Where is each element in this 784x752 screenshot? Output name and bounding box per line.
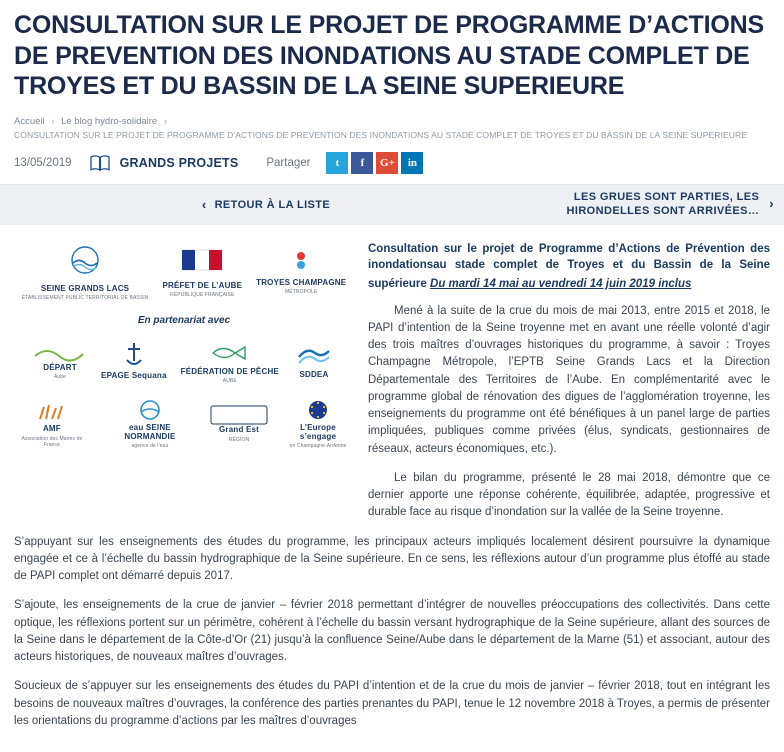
logo-sublabel: RÉGION (228, 436, 250, 443)
logo-sublabel: ÉTABLISSEMENT PUBLIC TERRITORIAL DE BASSIN (21, 294, 149, 301)
logo-seine-grands-lacs (22, 245, 149, 301)
publish-date: 13/05/2019 (14, 156, 72, 169)
chevron-right-icon: › (769, 196, 774, 212)
logo-label: L’Europe s’engage (299, 423, 337, 441)
article-paragraph: S’appuyant sur les enseignements des études du programme, les principaux acteurs impliqués localement désirent poursuivre la dynamique engagée et ce à l’échelle du bassin hydrographique de la Seine supérieure. En ce sens, les réflexions autour d’un programme plus étoffé au stade de PAPI complet ont démarré depuis 2017. (14, 535, 770, 583)
google-plus-icon[interactable]: G+ (376, 152, 398, 174)
logo-depart-aube (33, 342, 87, 380)
logo-row (14, 338, 354, 384)
logo-label: DÉPART (43, 362, 77, 372)
logo-label: EPAGE Sequana (101, 370, 167, 380)
logo-sublabel: agence de l’eau (131, 443, 169, 450)
logo-europe-sengage (282, 398, 354, 449)
logo-epage-sequana (101, 340, 167, 382)
logo-label: eau SEINE NORMANDIE (124, 423, 176, 441)
share-icons (326, 152, 423, 174)
logo-label: SDDEA (299, 369, 329, 379)
logo-row (14, 245, 354, 301)
article-top (0, 225, 784, 534)
facebook-icon[interactable]: f (351, 152, 373, 174)
linkedin-icon[interactable]: in (401, 152, 423, 174)
next-article-label: LES GRUES SONT PARTIES, LES HIRONDELLES SONT ARRIVÉES… (566, 190, 760, 217)
back-to-list-link[interactable] (0, 185, 532, 225)
logo-sublabel: MÉTROPOLE (285, 288, 318, 295)
logo-sublabel: en Champagne-Ardenne (289, 443, 347, 450)
category-label: GRANDS PROJETS (119, 155, 239, 170)
logo-troyes-champagne-metropole (256, 251, 346, 295)
breadcrumb-current: CONSULTATION SUR LE PROJET DE PROGRAMME D’ACTIONS DE PREVENTION DES INONDATIONS AU STADE COMPLET DE TROYES ET DU BASSIN DE LA SEINE SUPERIEURE (14, 129, 748, 140)
twitter-icon[interactable]: t (326, 152, 348, 174)
logo-sublabel: RÉPUBLIQUE FRANÇAISE (170, 291, 235, 298)
logo-label: SEINE GRANDS LACS (40, 283, 130, 293)
logo-sublabel: Aube (53, 374, 67, 381)
chevron-left-icon: ‹ (201, 197, 207, 212)
lede-text: Consultation sur le projet de Programme d’Actions de Prévention des inondationsau stade complet de Troyes et du Bassin de la Seine supérieure (368, 242, 770, 290)
back-to-list-label: RETOUR À LA LISTE (214, 198, 331, 211)
logo-prefet-aube (162, 248, 242, 298)
share-label: Partager (266, 156, 311, 169)
title-block (0, 0, 784, 102)
partner-logos (14, 241, 354, 534)
book-icon (90, 154, 110, 172)
logo-label: Grand Est (218, 425, 260, 435)
article-paragraph: Soucieux de s’appuyer sur les enseignements des études du PAPI d’intention et de la crue du mois de janvier – février 2018, tout en intégrant les besoins de nouveaux maîtres d’ouvrages, la conférence des parties prenantes du PAPI, tenue le 12 novembre 2018 à Troyes, a permis de présenter les orientations du programme d’actions par les maîtres d’ouvrages (14, 680, 770, 727)
logo-label: PRÉFET DE L’AUBE (162, 280, 243, 290)
breadcrumb-separator-icon: › (51, 115, 55, 127)
partners-heading: En partenariat avec (137, 314, 231, 326)
logo-region-grand-est (210, 404, 268, 442)
logo-agence-eau-seine-normandie (104, 398, 196, 449)
page-title: CONSULTATION SUR LE PROJET DE PROGRAMME D’ACTIONS DE PREVENTION DES INONDATIONS AU STADE COMPLET DE TROYES ET DU BASSIN DE LA SEINE SUPERIEURE (14, 11, 764, 100)
logo-label: TROYES CHAMPAGNE (256, 277, 347, 287)
logo-sublabel: AUBE (222, 378, 237, 385)
breadcrumb-link-home[interactable]: Accueil (14, 115, 45, 127)
breadcrumb-link-section[interactable]: Le blog hydro-solidaire (61, 115, 158, 127)
article-intro-column (368, 241, 770, 534)
breadcrumb-separator-icon: › (163, 115, 168, 127)
article-lede (368, 241, 770, 293)
next-article-link[interactable] (532, 185, 784, 225)
logo-amf (14, 399, 90, 447)
logo-row (14, 398, 354, 449)
article-paragraph: S’ajoute, les enseignements de la crue de janvier – février 2018 permettant d’intégrer de nouvelles préoccupations des collectivités. Dans cette optique, les réflexions portent sur un périmètre, cohérent à l’échelle du bassin versant hydrographique de la Seine supérieure, allant des sources de la Seine dans le département de la Côte-d’Or (21) jusqu’à la confluence Seine/Aube dans le département de la Marne (51) et associant, autour des acteurs historiques, de nouveaux maîtres d’ouvrages. (14, 599, 770, 664)
article-paragraph: Mené à la suite de la crue du mois de mai 2013, entre 2015 et 2018, le PAPI d’intention de la Seine troyenne met en avant une réelle volonté d’agir des trois maîtres d’ouvrages historiques du programme, à savoir : Troyes Champagne Métropole, l’EPTB Seine Grands Lacs et la Direction Départementale des Territoires de l’Aube. En complémentarité avec le programme global de rénovation des digues de l’agglomération troyenne, les enseignements du programme ont été bénéfiques à un panel large de parties impliquées, publiques comme privées (élus, syndicats, gestionnaires de réseaux, acteurs économiques, etc.). (368, 304, 770, 455)
article-body (0, 534, 784, 731)
logo-federation-peche (181, 338, 279, 384)
logo-label: AMF (42, 424, 61, 434)
article-nav (0, 185, 784, 225)
logo-sddea (293, 341, 335, 381)
consultation-dates: Du mardi 14 mai au vendredi 14 juin 2019 inclus (430, 277, 692, 290)
logo-sublabel: Association des Maires de France (21, 435, 83, 448)
logo-label: FÉDÉRATION DE PÊCHE (180, 366, 279, 376)
breadcrumb (0, 102, 784, 140)
article-paragraph: Le bilan du programme, présenté le 28 mai 2018, démontre que ce dernier apporte une réponse cohérente, équilibrée, adaptée, progressive et durable face au risque d’inondation sur la vallée de la Seine troyenne. (368, 471, 770, 519)
meta-bar (0, 140, 784, 185)
